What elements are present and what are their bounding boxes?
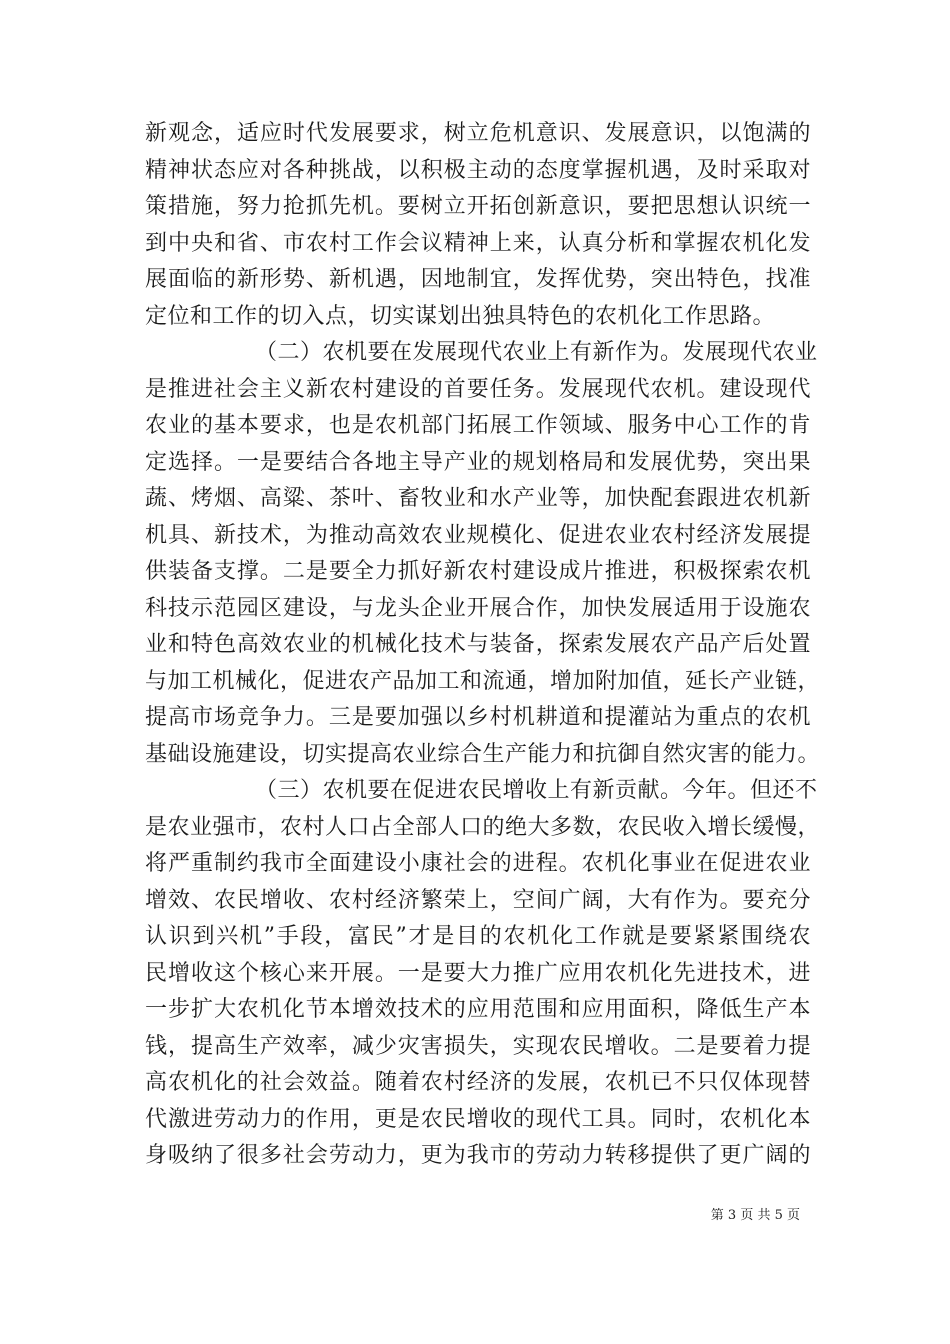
text-line: 钱，提高生产效率，减少灾害损失，实现农民增收。二是要着力提	[145, 1033, 811, 1059]
paragraph-2	[145, 335, 821, 773]
paragraph-3	[145, 773, 821, 1175]
text-line: 身吸纳了很多社会劳动力，更为我市的劳动力转移提供了更广阔的	[145, 1143, 811, 1168]
text-line: 提高市场竞争力。三是要加强以乡村机耕道和提灌站为重点的农机	[145, 705, 811, 730]
text-line: 蔬、烤烟、高粱、茶叶、畜牧业和水产业等，加快配套跟进农机新	[145, 486, 811, 511]
text-line: 供装备支撑。二是要全力抓好新农村建设成片推进，积极探索农机	[145, 559, 811, 584]
body-text	[145, 116, 821, 1175]
text-line: 增效、农民增收、农村经济繁荣上，空间广阔，大有作为。要充分	[145, 887, 811, 913]
text-line: 高农机化的社会效益。随着农村经济的发展，农机已不只仅体现替	[145, 1070, 811, 1095]
paragraph-heading-line: （二）农机要在发展现代农业上有新作为。发展现代农业	[255, 340, 818, 365]
text-line: 定位和工作的切入点，切实谋划出独具特色的农机化工作思路。	[145, 303, 776, 329]
text-line: 认识到兴机”手段，富民”才是目的农机化工作就是要紧紧围绕农	[145, 924, 811, 949]
text-line: 机具、新技术，为推动高效农业规模化、促进农业农村经济发展提	[145, 522, 811, 548]
text-line: 一步扩大农机化节本增效技术的应用范围和应用面积，降低生产本	[145, 997, 811, 1022]
text-line: 是推进社会主义新农村建设的首要任务。发展现代农机。建设现代	[145, 376, 811, 402]
text-line: 策措施，努力抢抓先机。要树立开拓创新意识，要把思想认识统一	[145, 194, 811, 219]
paragraph-heading-line: （三）农机要在促进农民增收上有新贡献。今年。但还不	[255, 778, 818, 803]
paragraph-1	[145, 116, 811, 335]
text-line: 精神状态应对各种挑战，以积极主动的态度掌握机遇，及时采取对	[145, 157, 811, 183]
text-line: 新观念，适应时代发展要求，树立危机意识、发展意识，以饱满的	[145, 121, 811, 146]
text-line: 科技示范园区建设，与龙头企业开展合作，加快发展适用于设施农	[145, 595, 811, 621]
text-line: 定选择。一是要结合各地主导产业的规划格局和发展优势，突出果	[145, 449, 811, 475]
text-line: 是农业强市，农村人口占全部人口的绝大多数，农民收入增长缓慢，	[145, 814, 821, 840]
text-line: 民增收这个核心来开展。一是要大力推广应用农机化先进技术，进	[145, 960, 811, 986]
text-line: 展面临的新形势、新机遇，因地制宜，发挥优势，突出特色，找准	[145, 267, 811, 292]
text-line: 业和特色高效农业的机械化技术与装备，探索发展农产品产后处置	[145, 632, 811, 657]
text-line: 与加工机械化，促进农产品加工和流通，增加附加值，延长产业链，	[145, 668, 821, 694]
text-line: 将严重制约我市全面建设小康社会的进程。农机化事业在促进农业	[145, 851, 811, 876]
text-line: 基础设施建设，切实提高农业综合生产能力和抗御自然灾害的能力。	[145, 741, 821, 767]
page-number: 第 3 页 共 5 页	[710, 1208, 800, 1223]
text-line: 到中央和省、市农村工作会议精神上来，认真分析和掌握农机化发	[145, 230, 811, 256]
text-line: 农业的基本要求，也是农机部门拓展工作领域、服务中心工作的肯	[145, 413, 811, 438]
text-line: 代激进劳动力的作用，更是农民增收的现代工具。同时，农机化本	[145, 1106, 811, 1132]
